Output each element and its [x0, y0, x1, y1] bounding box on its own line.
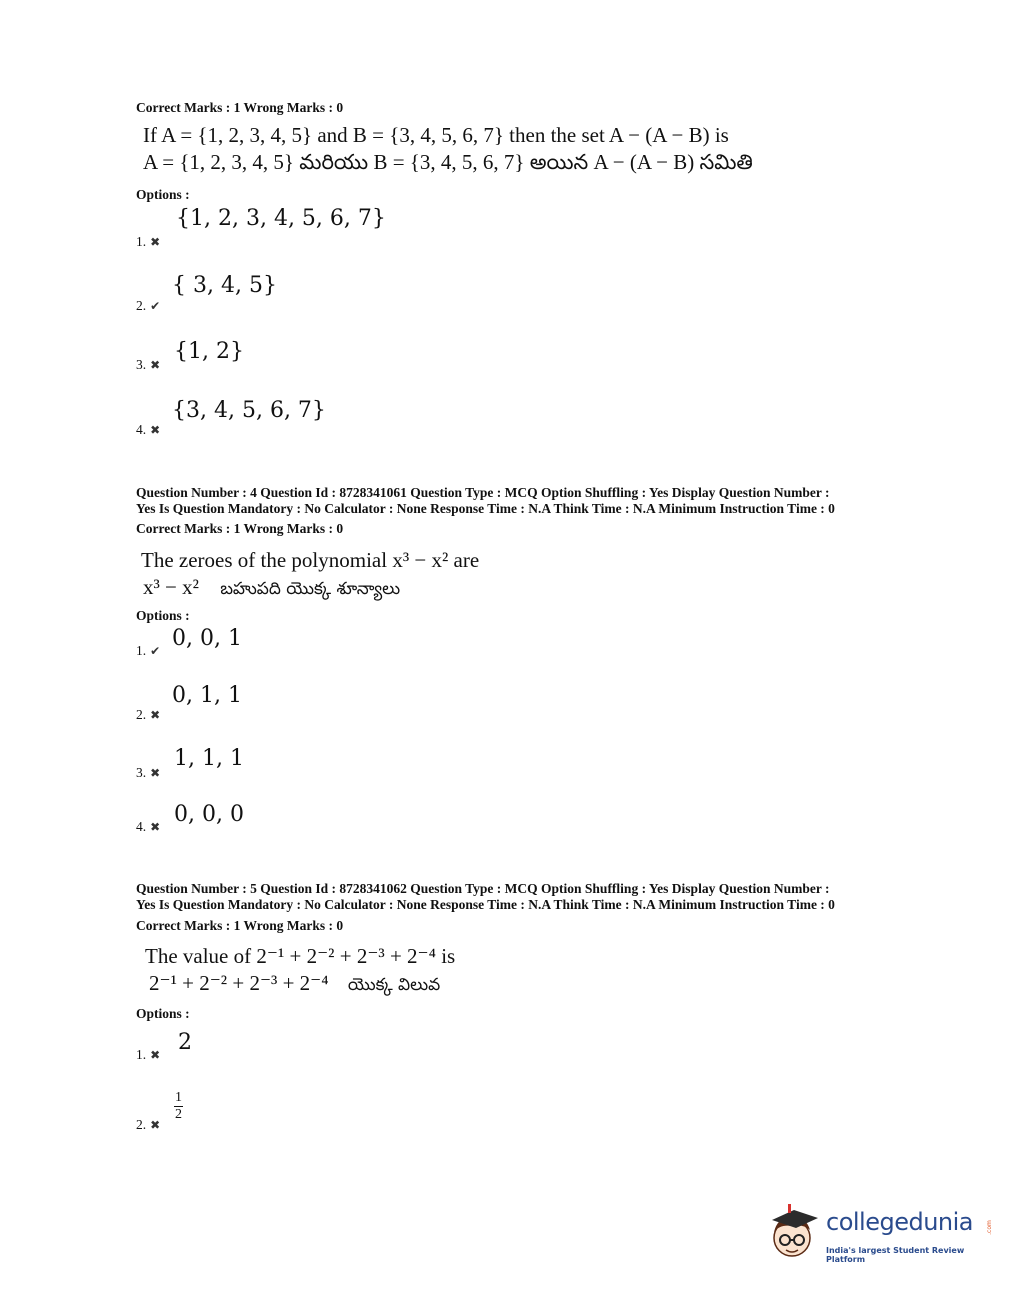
option-number: 2. — [136, 707, 147, 722]
option-number: 1. — [136, 643, 147, 658]
q4-header-line1: Question Number : 4 Question Id : 8728341061 Question Type : MCQ Option Shuffling : Yes Display Question Number : — [136, 485, 830, 500]
q4-option-3-value: 1, 1, 1 — [174, 746, 244, 771]
q3-option-3 — [136, 356, 160, 374]
check-icon: ✔ — [150, 644, 161, 658]
q5-text-te-line — [149, 969, 440, 999]
q3-option-4 — [136, 421, 160, 439]
option-number: 4. — [136, 819, 147, 834]
cross-icon: ✖ — [150, 1118, 161, 1132]
q3-option-4-value: {3, 4, 5, 6, 7} — [172, 398, 326, 423]
option-number: 1. — [136, 1047, 147, 1062]
cross-icon: ✖ — [150, 766, 161, 780]
option-number: 2. — [136, 298, 147, 313]
q3-text-en: If A = {1, 2, 3, 4, 5} and B = {3, 4, 5, 6, 7} then the set A − (A − B) is — [143, 123, 729, 147]
q4-option-2-value: 0, 1, 1 — [172, 683, 242, 708]
q4-options-label: Options : — [136, 608, 190, 623]
fraction-denominator: 2 — [175, 1107, 182, 1122]
q4-text-te-math: x³ − x² — [143, 575, 199, 599]
q5-option-1-value: 2 — [178, 1030, 192, 1055]
q3-option-2 — [136, 297, 160, 315]
q4-option-1 — [136, 642, 160, 660]
q3-option-1-value: {1, 2, 3, 4, 5, 6, 7} — [176, 206, 386, 231]
q3-option-1 — [136, 233, 160, 251]
logo-tagline: India's largest Student Review Platform — [826, 1246, 965, 1264]
option-number: 3. — [136, 357, 147, 372]
mascot-icon — [768, 1198, 826, 1268]
option-number: 4. — [136, 422, 147, 437]
q5-text-en: The value of 2⁻¹ + 2⁻² + 2⁻³ + 2⁻⁴ is — [145, 944, 456, 968]
q4-marks: Correct Marks : 1 Wrong Marks : 0 — [136, 521, 344, 536]
q4-option-4-value: 0, 0, 0 — [174, 802, 244, 827]
q5-text-te-math: 2⁻¹ + 2⁻² + 2⁻³ + 2⁻⁴ — [149, 971, 329, 995]
option-number: 1. — [136, 234, 147, 249]
q4-option-3 — [136, 764, 160, 782]
q5-header-line2: Yes Is Question Mandatory : No Calculator : None Response Time : N.A Think Time : N.A Minimum Instruction Time : 0 — [136, 897, 835, 912]
q4-text-te-line — [143, 573, 400, 603]
q4-option-1-value: 0, 0, 1 — [172, 626, 242, 651]
q5-options-label: Options : — [136, 1006, 190, 1021]
q3-option-3-value: {1, 2} — [174, 339, 244, 364]
cross-icon: ✖ — [150, 358, 161, 372]
q4-text-te: బహుపది యొక్క శూన్యాలు — [220, 579, 401, 599]
cross-icon: ✖ — [150, 708, 161, 722]
q5-option-2-fraction — [174, 1088, 183, 1122]
q3-option-2-value: { 3, 4, 5} — [172, 273, 277, 298]
cross-icon: ✖ — [150, 820, 161, 834]
logo-name: collegedunia — [826, 1208, 974, 1236]
q3-options-label: Options : — [136, 187, 190, 202]
q5-option-2 — [136, 1116, 160, 1134]
q3-text-te: A = {1, 2, 3, 4, 5} మరియు B = {3, 4, 5, 6, 7} అయిన A − (A − B) సమితి — [143, 150, 753, 174]
q5-marks: Correct Marks : 1 Wrong Marks : 0 — [136, 918, 344, 933]
q4-option-4 — [136, 818, 160, 836]
fraction-numerator: 1 — [175, 1090, 182, 1105]
q3-marks: Correct Marks : 1 Wrong Marks : 0 — [136, 100, 344, 115]
q5-option-1 — [136, 1046, 160, 1064]
option-number: 3. — [136, 765, 147, 780]
q4-option-2 — [136, 706, 160, 724]
check-icon: ✔ — [150, 299, 161, 313]
cross-icon: ✖ — [150, 423, 161, 437]
option-number: 2. — [136, 1117, 147, 1132]
q5-text-te: యొక్క విలువ — [347, 975, 441, 995]
q4-text-en: The zeroes of the polynomial x³ − x² are — [141, 548, 480, 572]
q4-header-line2: Yes Is Question Mandatory : No Calculator : None Response Time : N.A Think Time : N.A Minimum Instruction Time : 0 — [136, 501, 835, 516]
q5-header-line1: Question Number : 5 Question Id : 8728341062 Question Type : MCQ Option Shuffling : Yes Display Question Number : — [136, 881, 830, 896]
cross-icon: ✖ — [150, 235, 161, 249]
collegedunia-logo — [768, 1198, 996, 1268]
cross-icon: ✖ — [150, 1048, 161, 1062]
logo-com: .com — [985, 1220, 993, 1235]
